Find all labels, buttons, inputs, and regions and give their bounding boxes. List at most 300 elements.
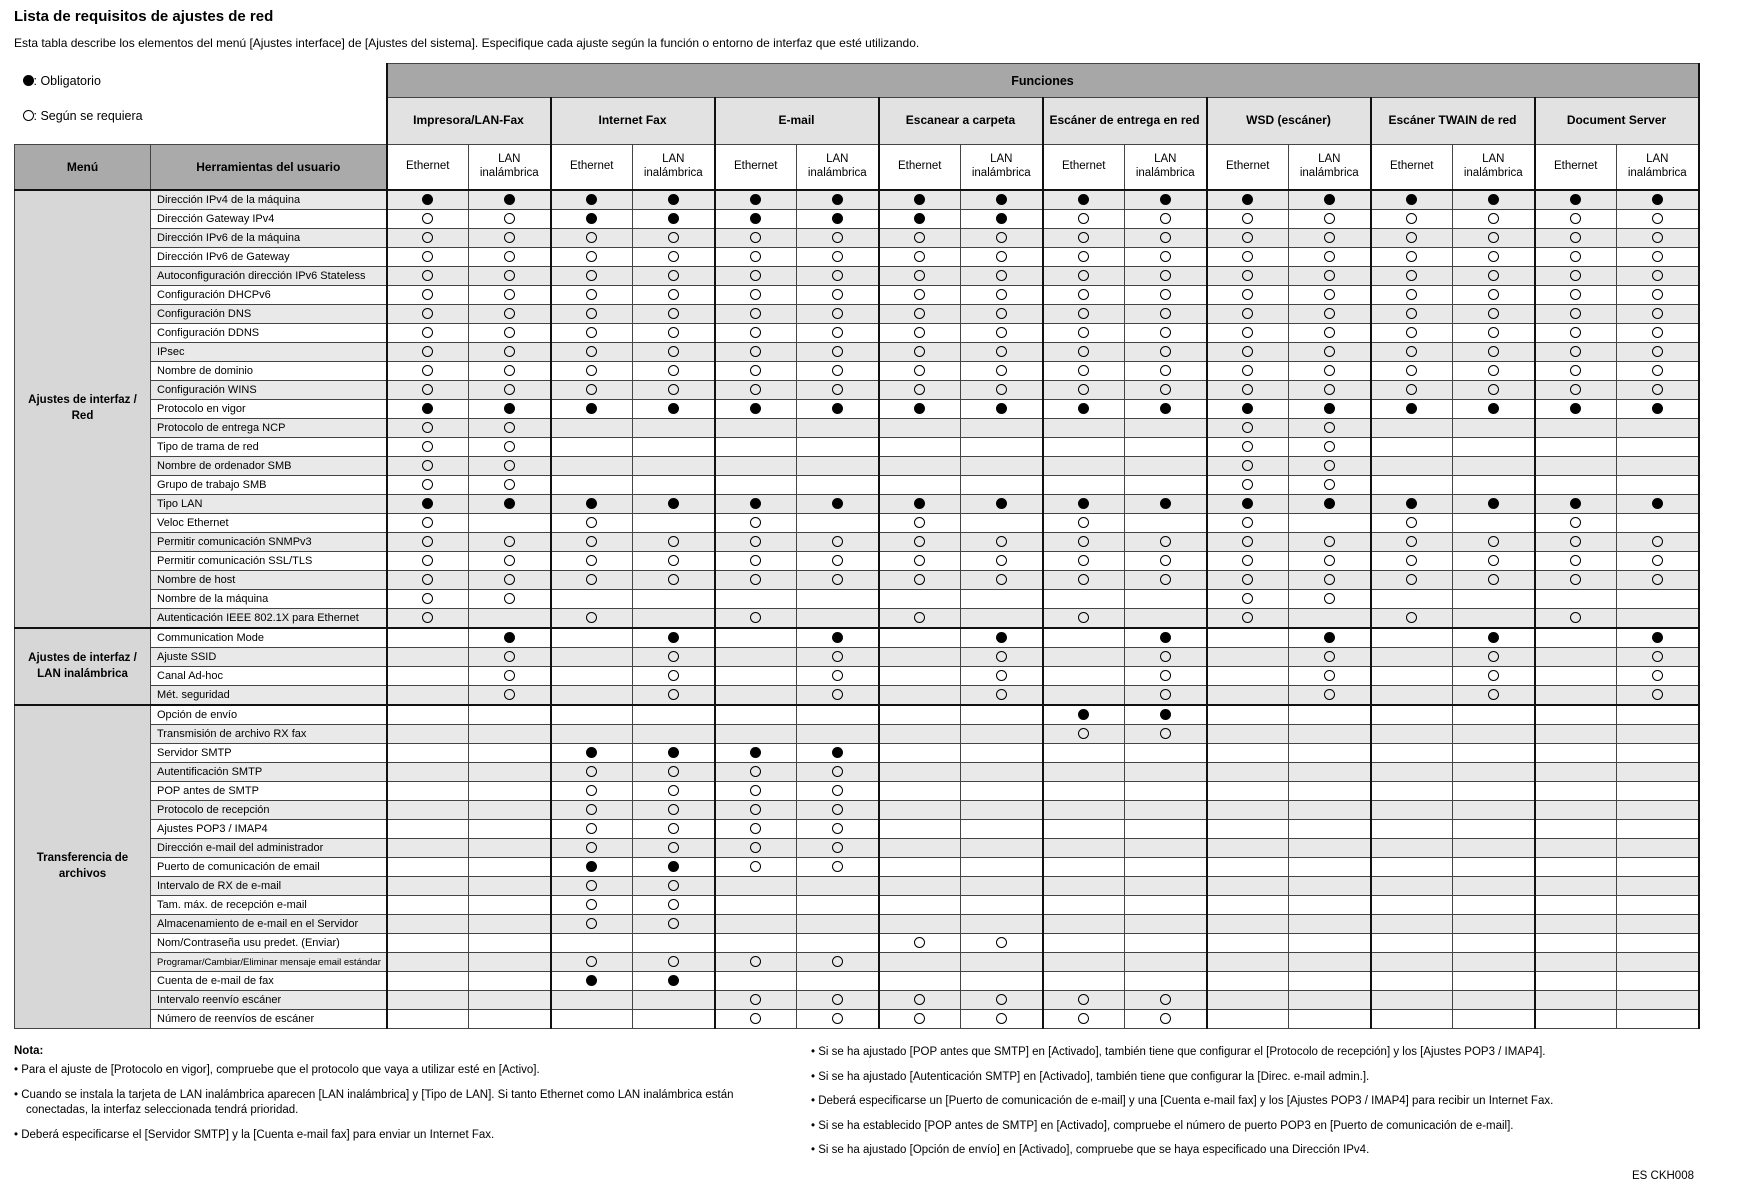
requirement-cell (1043, 476, 1125, 495)
requirement-cell (1535, 324, 1617, 343)
as-needed-icon (1570, 384, 1581, 395)
requirement-cell (1371, 991, 1453, 1010)
note-item: • Para el ajuste de [Protocolo en vigor], compruebe que el protocolo que vaya a utilizar esté en [Activo]. (14, 1064, 540, 1076)
requirement-cell (551, 343, 633, 362)
requirement-cell (1043, 571, 1125, 590)
requirement-cell (551, 267, 633, 286)
as-needed-icon (504, 346, 515, 357)
requirement-cell (469, 590, 551, 609)
requirement-cell (551, 571, 633, 590)
requirement-cell (633, 877, 715, 896)
requirement-cell (1125, 934, 1207, 953)
requirement-cell (1043, 648, 1125, 667)
requirement-cell (469, 972, 551, 991)
as-needed-icon (504, 536, 515, 547)
requirement-cell (1125, 648, 1207, 667)
requirement-cell (1043, 628, 1125, 648)
as-needed-icon (422, 612, 433, 623)
as-needed-icon (1078, 270, 1089, 281)
requirement-cell (1125, 725, 1207, 744)
as-needed-icon (422, 536, 433, 547)
required-icon (1160, 632, 1171, 643)
requirement-cell (1207, 991, 1289, 1010)
as-needed-icon (1406, 327, 1417, 338)
requirement-cell (469, 915, 551, 934)
requirement-cell (1617, 476, 1699, 495)
requirement-cell (551, 839, 633, 858)
table-row (15, 763, 1699, 782)
requirement-cell (1207, 839, 1289, 858)
requirement-cell (1125, 190, 1207, 210)
as-needed-icon (1242, 536, 1253, 547)
requirement-cell (1125, 381, 1207, 400)
requirement-cell (879, 896, 961, 915)
requirement-cell (1371, 858, 1453, 877)
as-needed-icon (1488, 555, 1499, 566)
requirement-cell (551, 744, 633, 763)
requirement-cell (387, 514, 469, 533)
requirement-cell (1207, 457, 1289, 476)
note-item: • Si se ha ajustado [POP antes que SMTP] en [Activado], también tiene que configurar el [Protocolo de recepción] y los [Ajustes POP3 / IMAP4]. (811, 1046, 1546, 1058)
setting-label: Ajuste SSID (151, 648, 387, 667)
as-needed-icon (586, 918, 597, 929)
as-needed-icon (1242, 327, 1253, 338)
as-needed-icon (1242, 441, 1253, 452)
required-icon (668, 975, 679, 986)
requirement-cell (469, 609, 551, 629)
as-needed-icon (996, 1013, 1007, 1024)
as-needed-icon (504, 689, 515, 700)
table-row (15, 648, 1699, 667)
ethernet-sub-header: Ethernet (879, 144, 961, 190)
requirement-cell (469, 686, 551, 706)
as-needed-icon (750, 612, 761, 623)
requirement-cell (1535, 533, 1617, 552)
requirement-cell (387, 533, 469, 552)
requirement-cell (1043, 381, 1125, 400)
table-row (15, 609, 1699, 629)
as-needed-icon (832, 651, 843, 662)
requirement-cell (1371, 571, 1453, 590)
as-needed-icon (504, 327, 515, 338)
as-needed-icon (1160, 574, 1171, 585)
requirement-cell (633, 286, 715, 305)
setting-label: Tipo de trama de red (151, 438, 387, 457)
requirement-cell (1125, 915, 1207, 934)
requirement-cell (879, 419, 961, 438)
as-needed-icon (504, 422, 515, 433)
requirement-cell (469, 763, 551, 782)
requirement-cell (797, 438, 879, 457)
requirement-cell (715, 229, 797, 248)
requirement-cell (1617, 934, 1699, 953)
requirement-cell (1617, 801, 1699, 820)
requirement-cell (1207, 1010, 1289, 1029)
requirement-cell (551, 419, 633, 438)
requirement-cell (633, 628, 715, 648)
as-needed-icon (1488, 689, 1499, 700)
requirement-cell (715, 667, 797, 686)
requirement-cell (1207, 343, 1289, 362)
requirement-cell (715, 343, 797, 362)
intro-text: Esta tabla describe los elementos del menú [Ajustes interface] de [Ajustes del sistema]. Especifique cada ajuste según la función o entorno de interfaz que esté utilizando. (14, 36, 920, 50)
requirement-cell (469, 362, 551, 381)
requirement-cell (715, 457, 797, 476)
requirement-cell (551, 400, 633, 419)
requirement-cell (1371, 190, 1453, 210)
requirement-cell (797, 1010, 879, 1029)
as-needed-icon (1488, 670, 1499, 681)
table-row (15, 1010, 1699, 1029)
requirement-cell (551, 896, 633, 915)
as-needed-icon (1324, 441, 1335, 452)
requirement-cell (387, 782, 469, 801)
as-needed-icon (23, 110, 34, 121)
requirement-cell (1289, 705, 1371, 725)
wireless-sub-header: LAN inalámbrica (961, 144, 1043, 190)
requirement-cell (1617, 896, 1699, 915)
requirement-cell (1617, 782, 1699, 801)
required-icon (1160, 194, 1171, 205)
requirement-cell (797, 839, 879, 858)
requirement-cell (387, 801, 469, 820)
requirement-cell (633, 858, 715, 877)
requirement-cell (1453, 400, 1535, 419)
requirement-cell (387, 362, 469, 381)
as-needed-icon (750, 785, 761, 796)
requirement-cell (469, 628, 551, 648)
requirement-cell (879, 934, 961, 953)
requirement-cell (1207, 286, 1289, 305)
requirement-cell (1535, 248, 1617, 267)
requirement-cell (797, 267, 879, 286)
requirement-cell (1207, 419, 1289, 438)
setting-label: Programar/Cambiar/Eliminar mensaje email estándar (151, 953, 387, 972)
requirement-cell (1453, 457, 1535, 476)
requirement-cell (797, 953, 879, 972)
requirement-cell (797, 972, 879, 991)
requirement-cell (879, 533, 961, 552)
requirement-cell (1207, 628, 1289, 648)
requirement-cell (1535, 267, 1617, 286)
table-row (15, 229, 1699, 248)
requirement-cell (1535, 991, 1617, 1010)
setting-label: Grupo de trabajo SMB (151, 476, 387, 495)
as-needed-icon (832, 270, 843, 281)
requirement-cell (633, 210, 715, 229)
requirement-cell (1535, 820, 1617, 839)
requirement-cell (1617, 495, 1699, 514)
as-needed-icon (750, 517, 761, 528)
requirement-cell (1617, 552, 1699, 571)
requirement-cell (1617, 725, 1699, 744)
required-icon (996, 632, 1007, 643)
as-needed-icon (832, 232, 843, 243)
as-needed-icon (1242, 479, 1253, 490)
requirement-cell (633, 571, 715, 590)
as-needed-icon (1570, 517, 1581, 528)
requirement-cell (797, 934, 879, 953)
setting-label: Permitir comunicación SSL/TLS (151, 552, 387, 571)
function-group-header: Escanear a carpeta (879, 98, 1043, 144)
table-row (15, 991, 1699, 1010)
document-code: ES CKH008 (1631, 1169, 1694, 1182)
requirement-cell (1371, 744, 1453, 763)
requirement-cell (551, 229, 633, 248)
requirement-cell (1043, 362, 1125, 381)
as-needed-icon (668, 574, 679, 585)
requirement-cell (1371, 953, 1453, 972)
as-needed-icon (668, 232, 679, 243)
requirement-cell (1125, 324, 1207, 343)
requirement-cell (551, 590, 633, 609)
requirement-cell (1125, 972, 1207, 991)
requirement-cell (1289, 667, 1371, 686)
requirement-cell (469, 248, 551, 267)
requirement-cell (387, 248, 469, 267)
setting-label: Canal Ad-hoc (151, 667, 387, 686)
requirement-cell (961, 953, 1043, 972)
requirement-cell (551, 915, 633, 934)
requirement-cell (1125, 667, 1207, 686)
requirement-cell (1535, 476, 1617, 495)
requirement-cell (1535, 972, 1617, 991)
as-needed-icon (1078, 251, 1089, 262)
requirement-cell (715, 476, 797, 495)
requirement-cell (1043, 267, 1125, 286)
note-item: • Cuando se instala la tarjeta de LAN inalámbrica aparecen [LAN inalámbrica] y [Tipo de LAN]. Si tanto Ethernet como LAN inalámbrica están conectadas, la interfaz seleccionada tendrá prioridad. (14, 1088, 734, 1117)
as-needed-icon (1324, 460, 1335, 471)
requirement-cell (469, 839, 551, 858)
requirement-cell (1289, 991, 1371, 1010)
requirement-cell (1043, 839, 1125, 858)
requirement-cell (387, 552, 469, 571)
as-needed-icon (996, 384, 1007, 395)
as-needed-icon (750, 327, 761, 338)
requirement-cell (1125, 267, 1207, 286)
requirement-cell (1453, 725, 1535, 744)
requirement-cell (1207, 801, 1289, 820)
requirement-cell (1043, 552, 1125, 571)
as-needed-icon (1406, 346, 1417, 357)
as-needed-icon (1406, 232, 1417, 243)
requirement-cell (551, 533, 633, 552)
requirement-cell (797, 571, 879, 590)
requirement-cell (797, 514, 879, 533)
as-needed-icon (914, 327, 925, 338)
requirement-cell (1289, 305, 1371, 324)
as-needed-icon (1324, 365, 1335, 376)
required-icon (832, 747, 843, 758)
requirement-cell (1535, 782, 1617, 801)
as-needed-icon (1324, 327, 1335, 338)
as-needed-icon (1324, 308, 1335, 319)
requirement-cell (715, 286, 797, 305)
requirement-cell (1453, 801, 1535, 820)
requirement-cell (469, 782, 551, 801)
as-needed-icon (586, 365, 597, 376)
requirement-cell (1043, 324, 1125, 343)
as-needed-icon (504, 251, 515, 262)
requirement-cell (387, 419, 469, 438)
menu-group-label: Ajustes de interfaz / Red (15, 190, 151, 628)
as-needed-icon (832, 327, 843, 338)
requirement-cell (1207, 686, 1289, 706)
as-needed-icon (1488, 384, 1499, 395)
requirement-cell (551, 305, 633, 324)
requirement-cell (1453, 782, 1535, 801)
table-row (15, 744, 1699, 763)
requirement-cell (715, 648, 797, 667)
requirement-cell (551, 1010, 633, 1029)
required-icon (668, 403, 679, 414)
as-needed-icon (1078, 327, 1089, 338)
requirement-cell (797, 820, 879, 839)
requirement-cell (1535, 286, 1617, 305)
requirement-cell (633, 438, 715, 457)
as-needed-icon (996, 308, 1007, 319)
as-needed-icon (832, 384, 843, 395)
requirement-cell (1125, 210, 1207, 229)
function-group-header: Impresora/LAN-Fax (387, 98, 551, 144)
requirement-cell (797, 457, 879, 476)
requirement-cell (1617, 705, 1699, 725)
as-needed-icon (1652, 213, 1663, 224)
requirement-cell (1207, 495, 1289, 514)
requirement-cell (879, 400, 961, 419)
requirement-cell (1453, 476, 1535, 495)
as-needed-icon (586, 384, 597, 395)
as-needed-icon (1242, 612, 1253, 623)
required-icon (1488, 632, 1499, 643)
requirement-cell (387, 457, 469, 476)
requirement-cell (1207, 248, 1289, 267)
as-needed-icon (422, 346, 433, 357)
requirement-cell (1289, 628, 1371, 648)
requirement-cell (1125, 305, 1207, 324)
requirement-cell (715, 400, 797, 419)
requirement-cell (1453, 896, 1535, 915)
requirement-cell (879, 782, 961, 801)
requirement-cell (1207, 858, 1289, 877)
requirement-cell (1207, 972, 1289, 991)
table-row (15, 190, 1699, 210)
requirement-cell (1289, 514, 1371, 533)
as-needed-icon (1078, 536, 1089, 547)
as-needed-icon (1078, 289, 1089, 300)
as-needed-icon (750, 842, 761, 853)
requirement-cell (469, 438, 551, 457)
as-needed-icon (1324, 593, 1335, 604)
requirement-cell (1617, 210, 1699, 229)
as-needed-icon (750, 804, 761, 815)
requirement-cell (1453, 686, 1535, 706)
requirement-cell (1535, 801, 1617, 820)
setting-label: Autentificación SMTP (151, 763, 387, 782)
as-needed-icon (832, 689, 843, 700)
required-icon (586, 213, 597, 224)
requirement-cell (1535, 915, 1617, 934)
requirement-cell (879, 229, 961, 248)
requirement-cell (1043, 801, 1125, 820)
as-needed-icon (422, 270, 433, 281)
requirement-cell (551, 782, 633, 801)
requirement-cell (879, 343, 961, 362)
as-needed-icon (586, 785, 597, 796)
setting-label: Tipo LAN (151, 495, 387, 514)
requirement-cell (551, 324, 633, 343)
as-needed-icon (914, 574, 925, 585)
requirement-cell (879, 991, 961, 1010)
function-group-header: E-mail (715, 98, 879, 144)
requirement-cell (1453, 438, 1535, 457)
requirement-cell (1453, 495, 1535, 514)
requirement-cell (1453, 705, 1535, 725)
requirement-cell (1371, 877, 1453, 896)
requirement-cell (1371, 801, 1453, 820)
setting-label: IPsec (151, 343, 387, 362)
requirement-cell (387, 763, 469, 782)
requirement-cell (961, 210, 1043, 229)
function-group-header: Escáner TWAIN de red (1371, 98, 1535, 144)
requirement-cell (1617, 858, 1699, 877)
requirement-cell (1289, 457, 1371, 476)
as-needed-icon (1160, 689, 1171, 700)
required-icon (586, 747, 597, 758)
requirement-cell (1535, 343, 1617, 362)
wireless-sub-header: LAN inalámbrica (469, 144, 551, 190)
requirement-cell (387, 190, 469, 210)
requirement-cell (1617, 229, 1699, 248)
as-needed-icon (1652, 365, 1663, 376)
requirement-cell (1453, 991, 1535, 1010)
as-needed-icon (1242, 555, 1253, 566)
as-needed-icon (504, 270, 515, 281)
requirement-cell (633, 839, 715, 858)
requirement-cell (387, 438, 469, 457)
table-row (15, 324, 1699, 343)
as-needed-icon (832, 823, 843, 834)
requirement-cell (1617, 381, 1699, 400)
setting-label: Almacenamiento de e-mail en el Servidor (151, 915, 387, 934)
as-needed-icon (1652, 308, 1663, 319)
table-row (15, 934, 1699, 953)
requirement-cell (715, 495, 797, 514)
as-needed-icon (750, 574, 761, 585)
requirement-cell (961, 991, 1043, 1010)
required-icon (1406, 403, 1417, 414)
requirement-cell (1617, 609, 1699, 629)
setting-label: Dirección Gateway IPv4 (151, 210, 387, 229)
requirement-cell (469, 267, 551, 286)
as-needed-icon (1078, 517, 1089, 528)
requirement-cell (1043, 991, 1125, 1010)
requirement-cell (879, 705, 961, 725)
network-requirements-table (14, 63, 1700, 1029)
table-row (15, 400, 1699, 419)
as-needed-icon (668, 555, 679, 566)
requirement-cell (1371, 590, 1453, 609)
setting-label: Veloc Ethernet (151, 514, 387, 533)
wireless-sub-header: LAN inalámbrica (797, 144, 879, 190)
as-needed-icon (586, 289, 597, 300)
as-needed-icon (914, 270, 925, 281)
requirement-cell (551, 609, 633, 629)
wireless-sub-header: LAN inalámbrica (1125, 144, 1207, 190)
as-needed-icon (504, 555, 515, 566)
as-needed-icon (668, 823, 679, 834)
requirement-cell (1617, 362, 1699, 381)
